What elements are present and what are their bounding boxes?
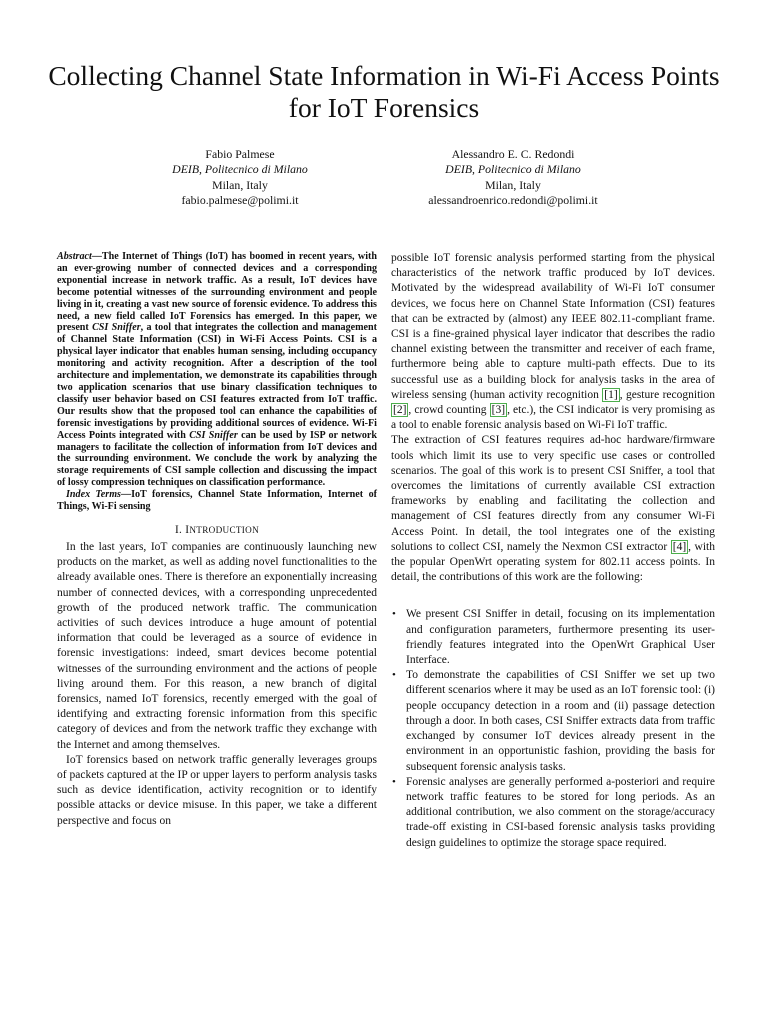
text-run: The extraction of CSI features requires ad-hoc hardware/firmware tools which limit its use to very specific use cases or controlled scenarios. The goal of this work is to present CSI Sniffer, a tool that overcomes the limitations of currently available CSI extraction frameworks by enabling and facilitating the collection and management of CSI features directly from any consumer Wi-Fi Access Point. In detail, the tool integrates one of the existing solutions to collect CSI, namely the Nexmon CSI extractor (391, 434, 715, 553)
index-terms-text: IoT forensics, Channel State Information, Internet of Things, Wi-Fi sensing (57, 489, 377, 513)
author-location: Milan, Italy (212, 177, 268, 192)
author-block-1 (90, 147, 390, 209)
abstract-text-3: can be used by ISP or network managers to facilitate the collection of information from IoT devices and the surrounding environment. We conclude the work by analyzing the storage requirements of CSI sample collection and discussing the impact of lossy compression techniques on classification performance. (57, 429, 377, 489)
citation-link[interactable]: [4] (672, 540, 687, 553)
text-run: , crowd counting (408, 404, 490, 417)
left-column (57, 251, 377, 829)
abstract: Abstract—The Internet of Things (IoT) has boomed in recent years, with an ever-growing number of connected devices and a corresponding exponential increase in network traffic. As a result, IoT devices have become potential witnesses of the surrounding environment and people living in it, creating a vast new source of forensic evidence. To address this need, a new field called IoT Forensics has emerged. In this paper, we present CSI Sniffer, a tool that integrates the collection and management of Channel State Information (CSI) in Wi-Fi Access Points. CSI is a physical layer indicator that enables human sensing, including occupancy monitoring and activity recognition. After a description of the tool architecture and implementation, we demonstrate its capabilities through two application scenarios that use binary classification techniques to classify user behavior based on CSI features extracted from IoT traffic. Our results show that the proposed tool can enhance the capabilities of forensic investigations by providing additional sources of evidence. Wi-Fi Access Points integrated with CSI Sniffer can be used by ISP or network managers to facilitate the collection of information from IoT devices and the surrounding environment. We conclude the work by analyzing the storage requirements of CSI sample collection and discussing the impact of lossy compression techniques on classification performance. (57, 251, 377, 489)
index-terms: Index Terms—IoT forensics, Channel State Information, Internet of Things, Wi-Fi sensing (57, 489, 377, 513)
text-run: , gesture recognition (619, 388, 715, 401)
text-run: possible IoT forensic analysis performed starting from the physical characteristics of the network traffic produced by IoT devices. Motivated by the widespread availability of Wi-Fi IoT consumer devices, we focus here on Channel State Information (CSI) features that can be extracted by (almost) any IEEE 802.11-compliant frame. CSI is a fine-grained physical layer indicator that describes the radio channel existing between the transmitter and receiver of each frame, furthermore being able to capture multi-path effects. Due to its successful use as a building block for analysis tasks in the area of wireless sensing (human activity recognition (391, 252, 715, 401)
contributions-list (391, 607, 715, 850)
list-item-text: Forensic analyses are generally performed a-posteriori and require network traffic features to be stored for long periods. As an additional contribution, we also comment on the storage/accuracy trade-off existing in CSI-based forensic analysis tasks providing design guidelines to optimize the storage space required. (406, 775, 715, 849)
right-paragraph-1 (391, 251, 715, 433)
section-numeral: I. I (174, 523, 190, 536)
citation-link[interactable]: [1] (604, 388, 618, 401)
tool-name: CSI Sniffer (189, 429, 238, 441)
author-name: Fabio Palmese (205, 147, 275, 161)
bullet-icon: • (392, 608, 396, 621)
tool-name: CSI Sniffer (92, 322, 141, 334)
author-name: Alessandro E. C. Redondi (451, 147, 575, 161)
abstract-lead: Abstract (57, 251, 92, 262)
author-affiliation: DEIB, Politecnico di Milano (172, 162, 308, 177)
paper-title: Collecting Channel State Information in Wi-Fi Access Points for IoT Forensics (48, 60, 720, 123)
text-run: , etc.), the CSI indicator is very promising as a tool to enable forensic analysis based on Wi-Fi IoT traffic. (391, 404, 715, 432)
citation-link[interactable]: [3] (491, 404, 506, 417)
list-item-text: We present CSI Sniffer in detail, focusing on its implementation and configuration parameters, furthermore presenting its user-friendly features integrated into the OpenWrt Graphical User Interface. (406, 608, 715, 667)
author-block-2 (363, 147, 663, 209)
abstract-text-2: , a tool that integrates the collection and management of Channel State Information (CSI) in Wi-Fi Access Points. CSI is a physical layer indicator that enables human sensing, including occupancy monitoring and activity recognition. After a description of the tool architecture and implementation, we demonstrate its capabilities through two application scenarios that use binary classification techniques to classify user behavior based on CSI features extracted from IoT traffic. Our results show that the proposed tool can enhance the capabilities of forensic investigations by providing additional sources of evidence. Wi-Fi Access Points integrated with (57, 322, 377, 441)
right-paragraph-2 (391, 433, 715, 585)
right-column (391, 251, 715, 851)
list-item (391, 607, 715, 668)
list-item (391, 668, 715, 774)
intro-paragraph-2: IoT forensics based on network traffic generally leverages groups of packets captured at the IP or upper layers to perform analysis tasks such as device identification, activity recognition or to identify possible attacks or device misuse. In this paper, we take a different perspective and focus on (57, 753, 377, 827)
text-run: , with the popular OpenWrt operating system for 802.11 access points. In detail, the contributions of this work are the following: (391, 540, 715, 584)
author-affiliation: DEIB, Politecnico di Milano (445, 162, 581, 177)
section-heading-introduction (57, 524, 377, 536)
list-item-text: To demonstrate the capabilities of CSI Sniffer we set up two different scenarios where it may be used as an IoT forensic tool: (i) people occupancy detection in a room and (ii) passage detection through a door. In both cases, CSI Sniffer extracts data from traffic exchanged by consumer IoT devices already present in the environment in an opportunistic fashion, providing the basis for subsequent forensic analysis tasks. (406, 669, 715, 773)
list-item (391, 775, 715, 851)
author-location: Milan, Italy (485, 177, 541, 192)
bullet-icon: • (392, 775, 396, 788)
abstract-text-1: The Internet of Things (IoT) has boomed in recent years, with an ever-growing number of connected devices and a corresponding exponential increase in network traffic. As a result, IoT devices have become potential witnesses of the surrounding environment and people living in it, creating a vast new source of forensic evidence. To address this need, a new field called IoT Forensics has emerged. In this paper, we present (57, 251, 377, 334)
author-email: alessandroenrico.redondi@polimi.it (428, 193, 598, 208)
intro-paragraph-1: In the last years, IoT companies are continuously launching new products on the market, as well as adding novel functionalities to the already available ones. There is therefore an exponentially increasing number of connected devices, with a corresponding unprecedented growth of the produced network traffic. The communication activities of such devices introduce a huge amount of potential information that could be leveraged as a source of evidence in forensic investigations: indeed, smart devices become potential witnesses of the surrounding environment and the actions of people living around them. For this reason, a new branch of digital forensics, named IoT forensics, recently emerged with the goal of identifying and extracting forensic information from this specific category of devices and from the network traffic they exchange with the Internet and among themselves. (57, 540, 377, 751)
citation-link[interactable]: [2] (393, 404, 407, 417)
section-title-rest: NTRODUCTION (189, 524, 260, 535)
index-terms-lead: Index Terms (66, 489, 121, 501)
bullet-icon: • (392, 669, 396, 682)
author-email: fabio.palmese@polimi.it (181, 193, 299, 208)
